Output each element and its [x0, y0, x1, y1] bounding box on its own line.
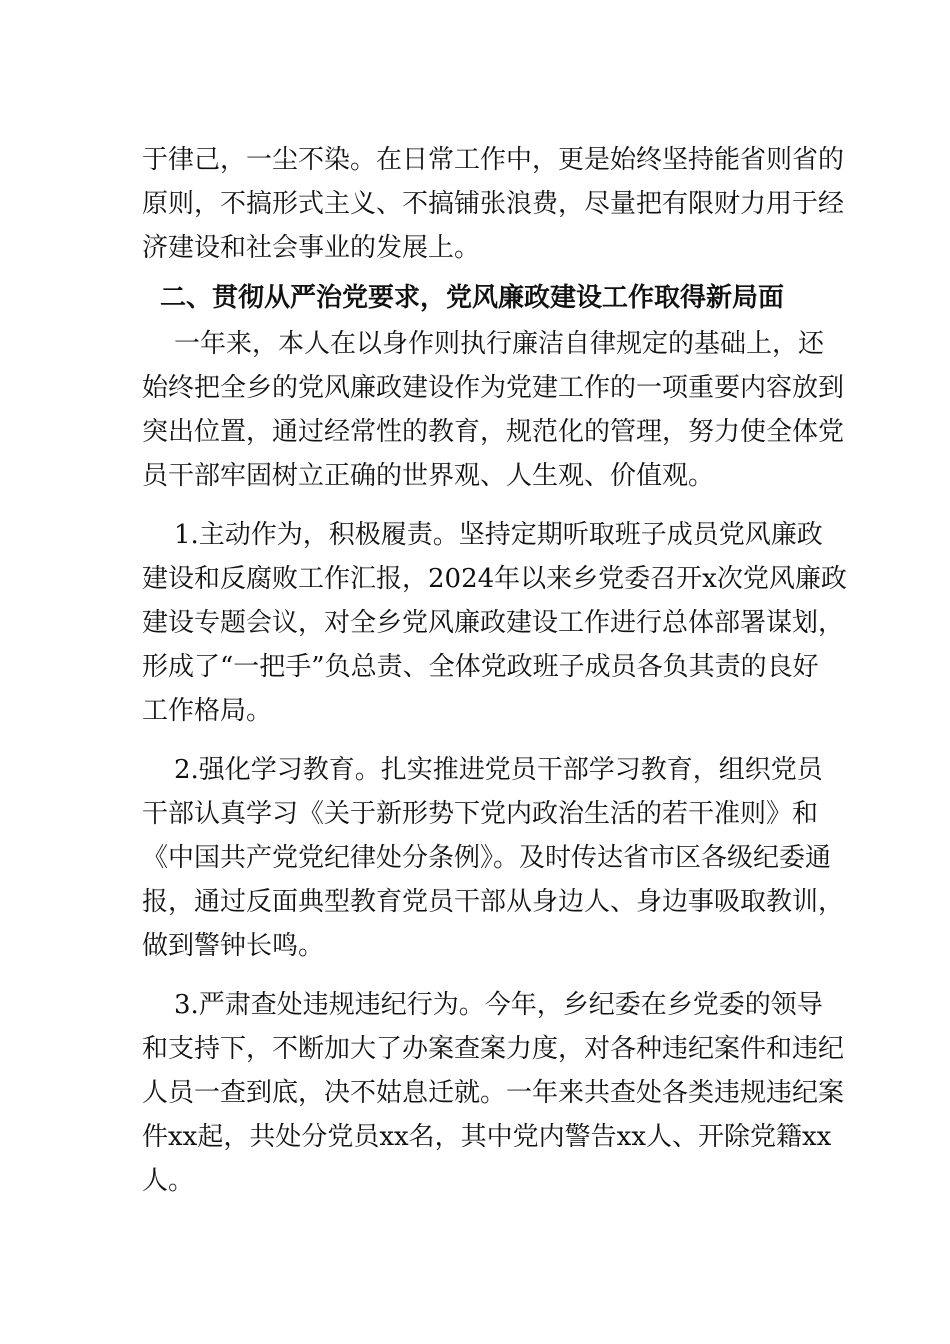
text-line: 3.严肃查处违规违纪行为。今年，乡纪委在乡党委的领导: [174, 990, 823, 1020]
text-line: 员干部牢固树立正确的世界观、人生观、价值观。: [142, 461, 715, 491]
text-line: 人。: [142, 1166, 195, 1196]
text-line: 于律己，一尘不染。在日常工作中，更是始终坚持能省则省的: [142, 145, 845, 175]
text-line: 人员一查到底，决不姑息迁就。一年来共查处各类违规违纪案: [142, 1078, 845, 1108]
text-line: 济建设和社会事业的发展上。: [142, 233, 481, 263]
section-heading: [142, 276, 808, 320]
text-line: 建设和反腐败工作汇报，2024年以来乡党委召开x次党风廉政: [142, 564, 847, 594]
paragraph: [142, 513, 847, 733]
text-line: 和支持下，不断加大了办案查案力度，对各种违纪案件和违纪: [142, 1034, 845, 1064]
paragraph: [142, 983, 845, 1203]
text-line: 工作格局。: [142, 696, 273, 726]
text-line: 《中国共产党党纪律处分条例》。及时传达省市区各级纪委通: [142, 843, 832, 873]
text-line: 形成了“一把手”负总责、全体党政班子成员各负其责的良好: [142, 652, 819, 682]
text-line: 2.强化学习教育。扎实推进党员干部学习教育，组织党员: [174, 755, 823, 785]
text-line: 报，通过反面典型教育党员干部从身边人、身边事吸取教训，: [142, 887, 845, 917]
paragraph: [142, 138, 845, 270]
text-line: 件xx起，共处分党员xx名，其中党内警告xx人、开除党籍xx: [142, 1122, 832, 1152]
document-page: [142, 138, 847, 1203]
text-line: 1.主动作为，积极履责。坚持定期听取班子成员党风廉政: [174, 520, 823, 550]
text-line: 一年来，本人在以身作则执行廉洁自律规定的基础上，还: [174, 329, 825, 359]
paragraph: [142, 748, 845, 968]
text-line: 突出位置，通过经常性的教育，规范化的管理，努力使全体党: [142, 417, 845, 447]
text-line: 原则，不搞形式主义、不搞铺张浪费，尽量把有限财力用于经: [142, 189, 845, 219]
text-line: 始终把全乡的党风廉政建设作为党建工作的一项重要内容放到: [142, 373, 845, 403]
text-line: 建设专题会议，对全乡党风廉政建设工作进行总体部署谋划，: [142, 608, 845, 638]
text-line: 干部认真学习《关于新形势下党内政治生活的若干准则》和: [142, 799, 819, 829]
text-line: 做到警钟长鸣。: [142, 931, 325, 961]
paragraph: [142, 322, 845, 498]
text-line: 二、贯彻从严治党要求，党风廉政建设工作取得新局面: [160, 283, 785, 313]
